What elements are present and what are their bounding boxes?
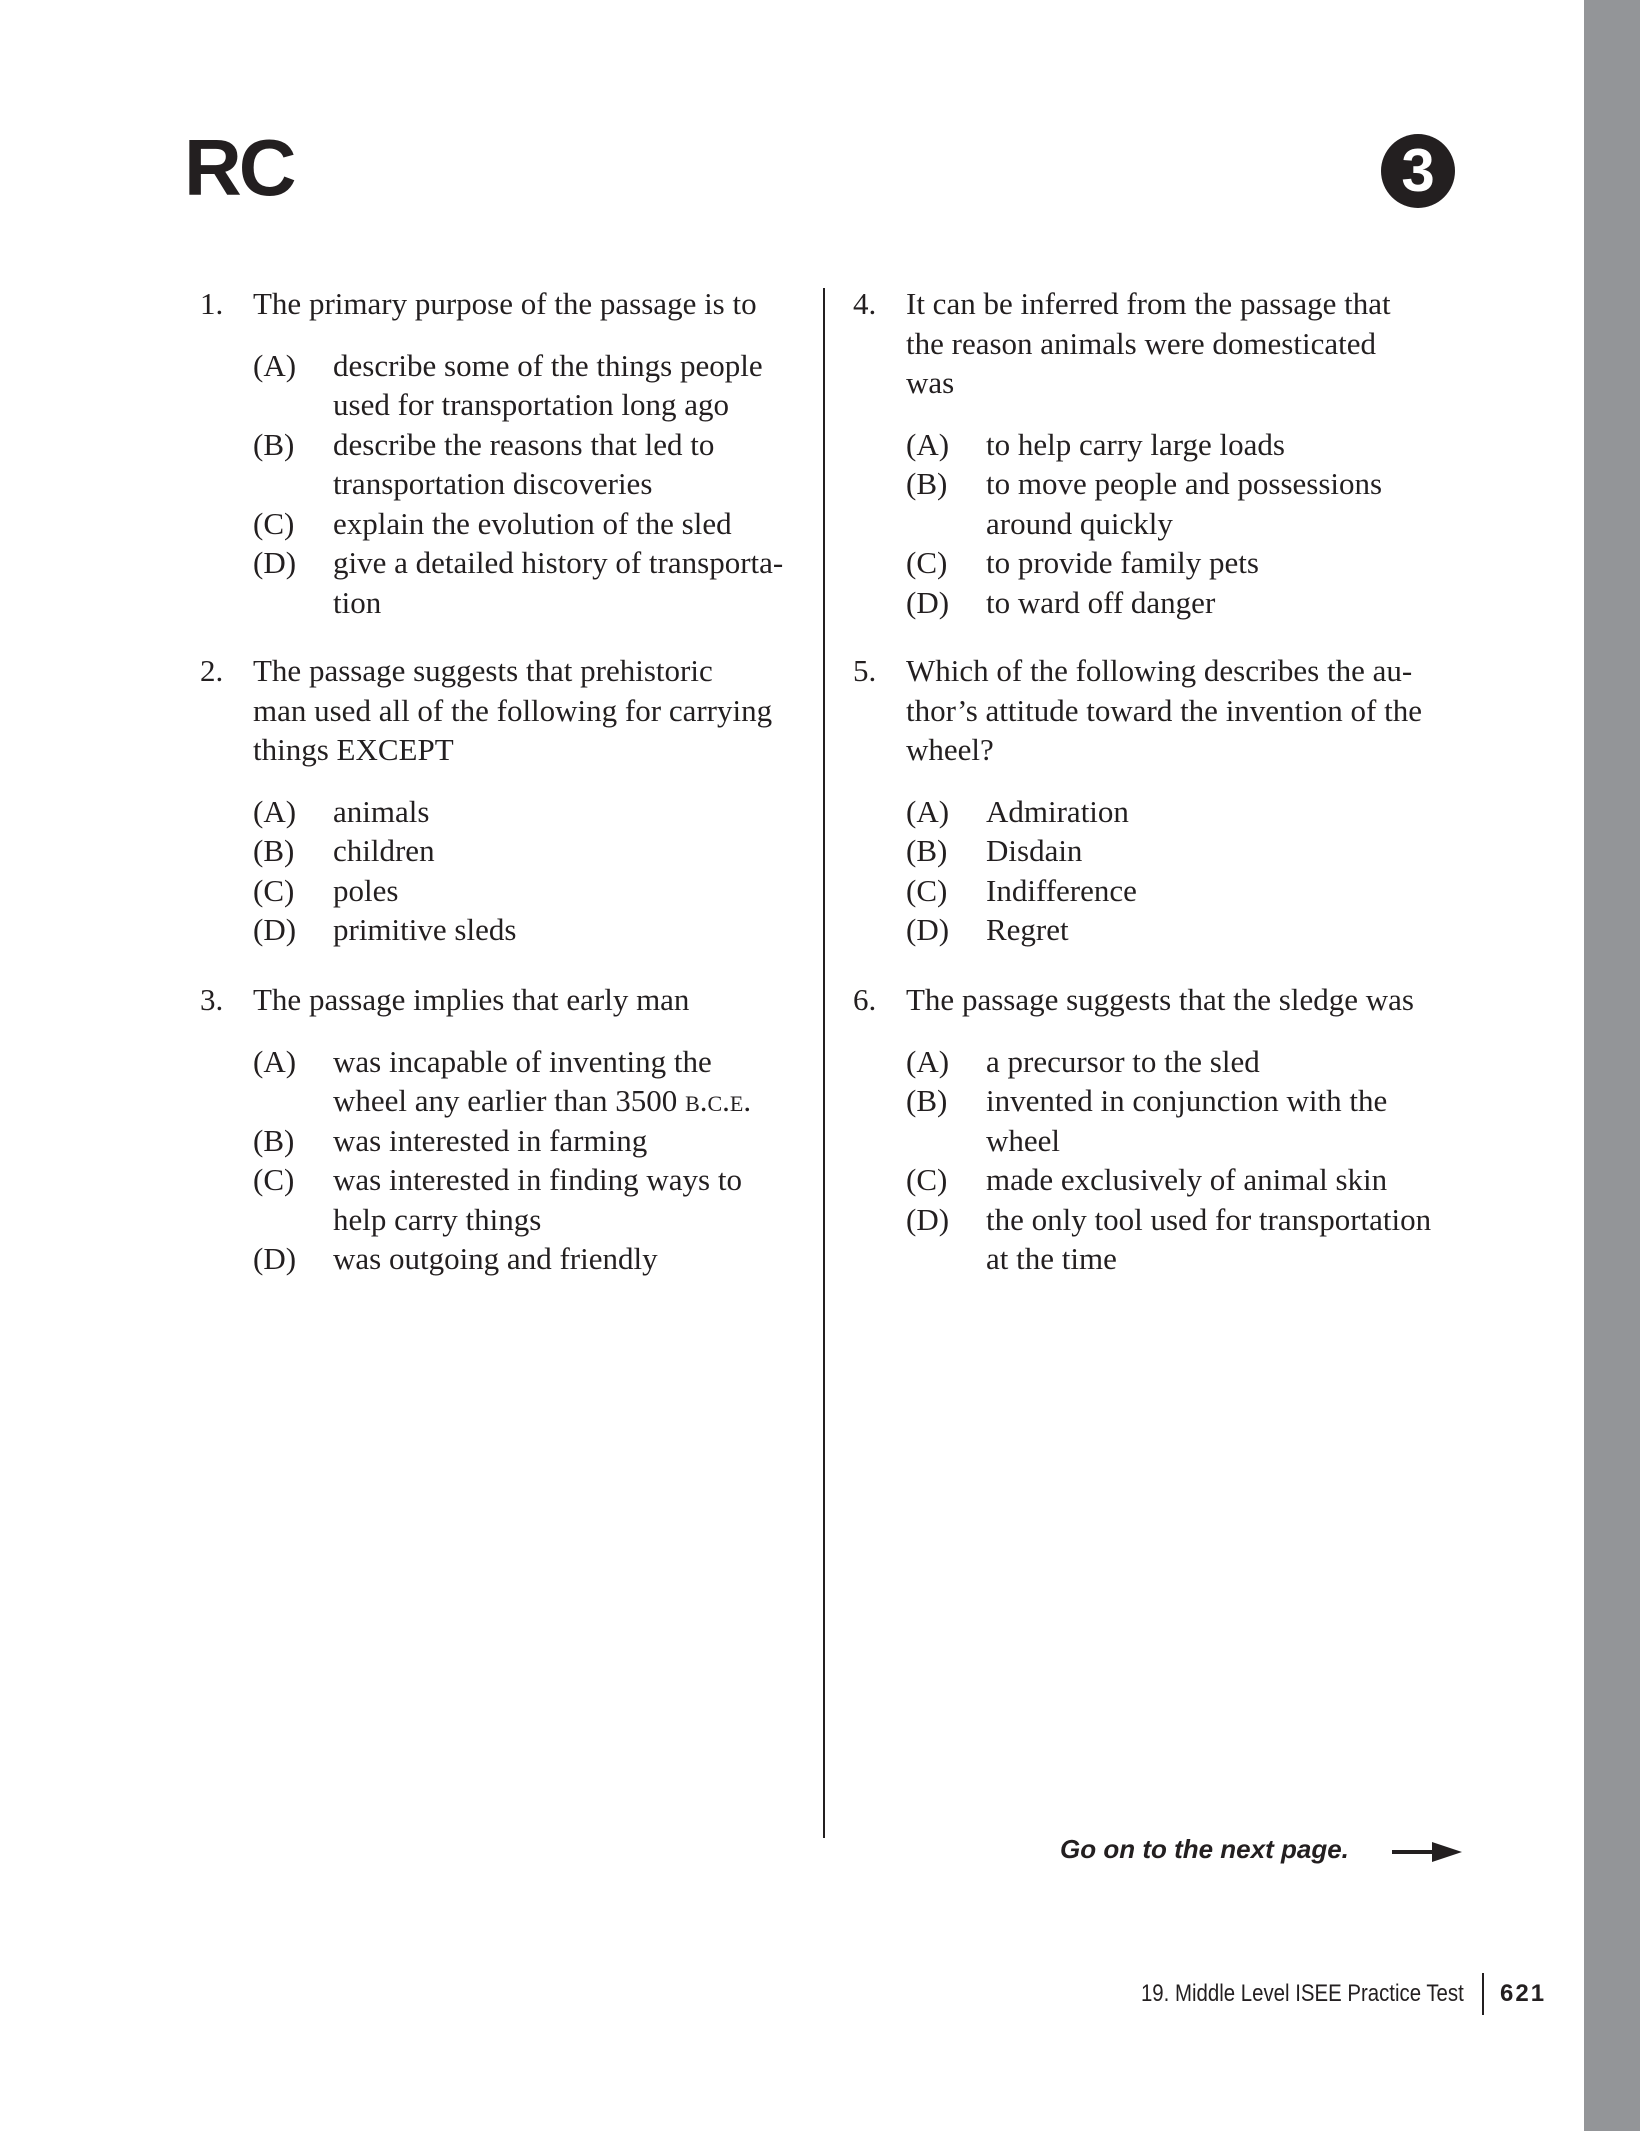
question-stem [906,651,1433,770]
choice-text [333,425,780,504]
choice-letter: (A) [906,793,950,829]
answer-choice [906,1081,1433,1160]
choice-line-text: describe some of the things people [333,347,763,383]
choice-letter: (B) [906,466,948,501]
question-number: 3. [200,982,224,1017]
choice-letter: (D) [906,912,950,947]
choice-text [986,792,1433,832]
page-number: 621 [1500,1980,1547,2007]
choice-line [986,910,1433,950]
answer-choices [853,792,1433,950]
choice-text [333,346,780,425]
choice-letter: (C) [253,872,295,908]
choice-text [986,583,1433,623]
stem-line: The passage suggests that the sledge was [906,982,1414,1017]
choice-line-text: Regret [986,912,1069,947]
section-title: RC [184,123,294,212]
answer-choice [253,831,780,871]
era-abbreviation: b.c.e. [685,1083,752,1118]
choice-letter: (D) [253,1241,297,1276]
choice-letter: (B) [253,426,295,462]
choice-line-text: tion [333,584,382,620]
footer-chapter: 19. Middle Level ISEE Practice Test [1141,1980,1464,2007]
choice-text [986,543,1433,583]
choice-line [333,1200,780,1240]
choice-line [986,792,1433,832]
continue-instruction: Go on to the next page. [1060,1834,1349,1864]
choice-text [986,425,1433,465]
answer-choice [253,425,780,504]
question-stem [253,980,780,1020]
choice-letter: (D) [906,584,950,620]
choice-text [986,1200,1433,1279]
answer-choice [906,1042,1433,1082]
choice-letter: (D) [906,1201,950,1237]
choice-line [333,1121,780,1161]
choice-text [333,1121,780,1161]
choice-line [333,464,780,504]
arrow-right-icon [1392,1842,1462,1862]
choice-line-text: used for transportation long ago [333,387,730,422]
stem-line: things EXCEPT [253,732,454,767]
question [200,651,780,950]
choice-line-text: give a detailed history of transporta- [333,545,784,580]
answer-choices [200,346,784,623]
question [853,651,1433,950]
choice-line-text: was incapable of inventing the [333,1043,712,1079]
choice-letter: (C) [253,505,295,541]
choice-line-text: a precursor to the sled [986,1043,1260,1079]
choice-letter: (D) [253,545,297,580]
choice-letter: (A) [253,347,297,383]
choice-text [333,831,780,871]
choice-letter: (B) [906,833,948,868]
section-number-badge: 3 [1381,134,1455,208]
question [200,980,780,1279]
answer-choice [253,1042,780,1121]
choice-line [333,871,780,911]
answer-choices [853,425,1433,623]
choice-line-text: invented in conjunction with the [986,1083,1388,1118]
choice-line [986,425,1433,465]
question-number: 6. [853,982,877,1017]
stem-line: was [906,365,955,400]
answer-choice [906,583,1433,623]
choice-line [986,1239,1433,1279]
answer-choice [906,831,1433,871]
choice-line [333,346,780,386]
choice-line-text: around quickly [986,505,1173,541]
choice-line [333,1081,780,1121]
choice-letter: (C) [253,1162,295,1197]
question-number: 2. [200,653,224,688]
choice-line [986,583,1433,623]
choice-text [333,543,784,622]
choice-text [333,792,780,832]
stem-line: The primary purpose of the passage is to [253,286,757,321]
answer-choice [253,792,780,832]
choice-line-text: the only tool used for transportation [986,1201,1432,1237]
page-edge-tab [1584,0,1640,2131]
question-stem [906,284,1433,403]
answer-choice [253,543,784,622]
stem-line: Which of the following describes the au- [906,653,1413,688]
choice-letter: (A) [906,1043,950,1079]
question-stem [253,284,780,324]
choice-line-text: poles [333,872,399,908]
choice-text [986,1160,1433,1200]
choice-line-text: wheel any earlier than 3500 [333,1083,686,1118]
stem-line: the reason animals were domesticated [906,325,1376,361]
choice-text [333,1239,780,1279]
stem-line: wheel? [906,732,994,767]
choice-line [333,1239,780,1279]
question-stem [906,980,1433,1020]
answer-choice [906,425,1433,465]
choice-line-text: was outgoing and friendly [333,1241,658,1276]
column-divider [823,288,825,1838]
choice-line [333,583,780,623]
choice-line [986,1160,1433,1200]
question-stem [253,651,780,770]
answer-choice [906,464,1433,543]
choice-line-text: explain the evolution of the sled [333,505,732,541]
answer-choice [253,1121,780,1161]
answer-choice [253,1239,780,1279]
choice-line-text: animals [333,793,430,829]
choice-text [986,831,1433,871]
choice-line [333,504,780,544]
footer-divider [1482,1973,1484,2015]
choice-line-text: describe the reasons that led to [333,426,715,462]
choice-line-text: to ward off danger [986,584,1216,620]
answer-choice [906,871,1433,911]
choice-line [986,504,1433,544]
choice-letter: (C) [906,1162,948,1197]
choice-line-text: at the time [986,1241,1117,1276]
choice-letter: (A) [253,793,297,829]
choice-line [333,385,780,425]
answer-choice [906,792,1433,832]
choice-line-text: help carry things [333,1201,542,1237]
choice-line [333,831,780,871]
choice-line [986,831,1433,871]
answer-choice [253,346,780,425]
choice-line [986,464,1433,504]
choice-letter: (D) [253,912,297,947]
choice-letter: (A) [253,1043,297,1079]
question [853,284,1433,622]
choice-line-text: to help carry large loads [986,426,1285,462]
choice-text [333,871,780,911]
answer-choices [853,1042,1433,1279]
choice-line-text: transportation discoveries [333,466,653,501]
choice-line [333,910,780,950]
choice-line-text: to move people and possessions [986,466,1383,501]
choice-line-text: wheel [986,1122,1061,1158]
answer-choice [253,1160,780,1239]
choice-text [986,464,1433,543]
stem-line: man used all of the following for carrying [253,692,773,728]
choice-line [986,1200,1433,1240]
answer-choice [906,910,1433,950]
choice-text [986,871,1433,911]
answer-choice [253,910,780,950]
choice-line-text: was interested in finding ways to [333,1162,742,1197]
question [200,284,784,622]
question [853,980,1433,1279]
question-number: 1. [200,286,224,321]
choice-letter: (B) [253,1122,295,1158]
choice-text [986,1081,1433,1160]
choice-line [986,871,1433,911]
answer-choice [253,871,780,911]
choice-text [986,1042,1433,1082]
choice-line [333,543,784,583]
answer-choices [200,1042,780,1279]
choice-line [333,425,780,465]
choice-line [333,1160,780,1200]
choice-line [986,1081,1433,1121]
answer-choice [906,543,1433,583]
answer-choice [906,1160,1433,1200]
choice-line-text: made exclusively of animal skin [986,1162,1388,1197]
choice-line-text: was interested in farming [333,1122,648,1158]
choice-text [333,1042,780,1121]
choice-line-text: to provide family pets [986,545,1259,580]
choice-line-text: children [333,833,435,868]
choice-line [333,792,780,832]
question-number: 5. [853,653,877,688]
question-number: 4. [853,286,877,321]
choice-letter: (A) [906,426,950,462]
choice-line [986,1121,1433,1161]
choice-line-text: Indifference [986,872,1137,908]
choice-text [333,1160,780,1239]
choice-letter: (C) [906,545,948,580]
choice-text [986,910,1433,950]
stem-line: The passage implies that early man [253,982,690,1017]
choice-letter: (B) [906,1083,948,1118]
answer-choices [200,792,780,950]
choice-letter: (C) [906,872,948,908]
choice-line-text: Admiration [986,793,1129,829]
answer-choice [253,504,780,544]
stem-line: thor’s attitude toward the invention of the [906,692,1422,728]
choice-text [333,910,780,950]
choice-line-text: Disdain [986,833,1083,868]
stem-line: It can be inferred from the passage that [906,286,1391,321]
choice-line-text: primitive sleds [333,912,517,947]
choice-line [986,1042,1433,1082]
choice-text [333,504,780,544]
choice-line [333,1042,780,1082]
stem-line: The passage suggests that prehistoric [253,653,713,688]
choice-letter: (B) [253,833,295,868]
answer-choice [906,1200,1433,1279]
choice-line [986,543,1433,583]
